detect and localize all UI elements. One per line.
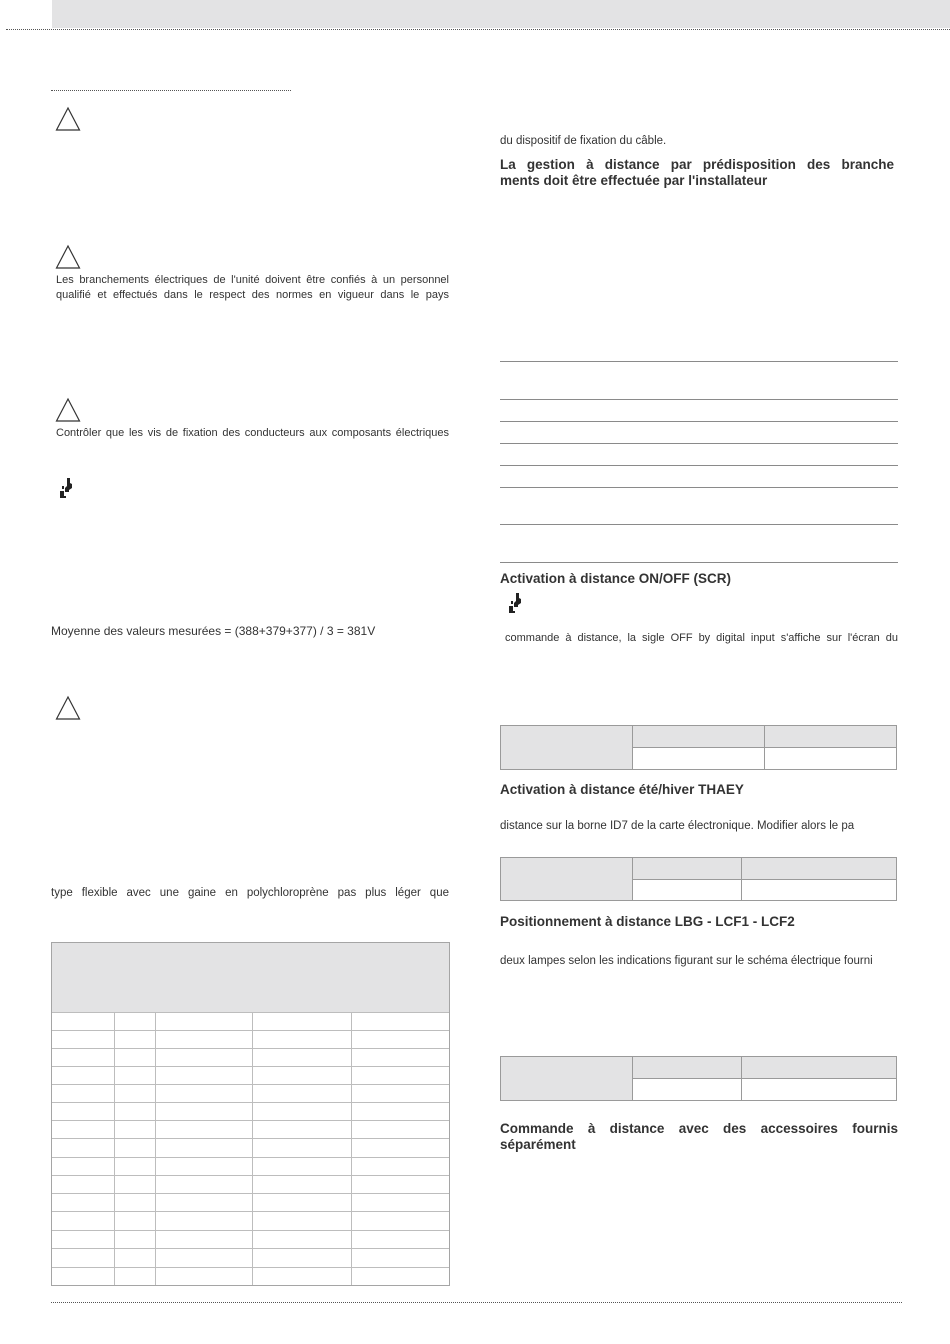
table-row <box>52 1066 449 1067</box>
table-row <box>52 1012 449 1013</box>
rule <box>500 443 898 444</box>
average-voltage-text: Moyenne des valeurs mesurées = (388+379+377) / 3 = 381V <box>51 624 376 638</box>
table-column <box>114 1012 115 1285</box>
rule <box>500 562 898 563</box>
footer-dotted-rule <box>51 1302 902 1303</box>
table-row <box>52 1175 449 1176</box>
table-row <box>52 1138 449 1139</box>
onoff-table <box>500 725 897 770</box>
electrical-connections-paragraph: Les branchements électriques de l'unité doivent être confiés à un personnel qualifié et effectués dans le respect des normes en vigueur dans le pays <box>56 274 449 301</box>
accessory-heading-line2: séparément <box>500 1137 576 1152</box>
accessory-heading-line1: Commande à distance avec des accessoires fournis <box>500 1121 898 1136</box>
warning-triangle-icon <box>55 244 81 270</box>
table-row <box>52 1120 449 1121</box>
rule <box>500 524 898 525</box>
summer-winter-heading: Activation à distance été/hiver THAEY <box>500 782 744 797</box>
cable-fixing-text: du dispositif de fixation du câble. <box>500 135 667 147</box>
installer-heading-line1: La gestion à distance par prédisposition des branche <box>500 157 894 172</box>
lcf-heading: Positionnement à distance LBG - LCF1 - LCF2 <box>500 914 795 929</box>
table-row <box>52 1248 449 1249</box>
table-row <box>52 1267 449 1268</box>
rule <box>500 487 898 488</box>
warning-triangle-icon <box>55 695 81 721</box>
hand-tool-icon <box>58 477 76 499</box>
section-dotted-rule <box>51 90 291 91</box>
rule <box>500 399 898 400</box>
table-column <box>155 1012 156 1285</box>
table-header <box>52 943 449 1012</box>
hand-tool-icon <box>507 592 525 614</box>
screw-check-paragraph: Contrôler que les vis de fixation des conducteurs aux composants électriques <box>56 427 449 439</box>
cable-section-table <box>51 942 450 1286</box>
table-row <box>52 1230 449 1231</box>
table-row <box>52 1030 449 1031</box>
cable-type-text: type flexible avec une gaine en polychloroprène pas plus léger que <box>51 887 449 899</box>
rule <box>500 465 898 466</box>
table-row <box>52 1193 449 1194</box>
warning-triangle-icon <box>55 106 81 132</box>
lcf-text: deux lampes selon les indications figurant sur le schéma électrique fourni <box>500 955 873 967</box>
summer-winter-text: distance sur la borne ID7 de la carte électronique. Modifier alors le pa <box>500 820 855 832</box>
rule <box>500 361 898 362</box>
rule <box>500 421 898 422</box>
onoff-heading: Activation à distance ON/OFF (SCR) <box>500 571 732 586</box>
table-column <box>252 1012 253 1285</box>
lcf-table <box>500 1056 897 1101</box>
installer-heading-line2: ments doit être effectuée par l'installateur <box>500 173 768 188</box>
summer-winter-table <box>500 857 897 901</box>
table-column <box>351 1012 352 1285</box>
onoff-text: commande à distance, la sigle OFF by digital input s'affiche sur l'écran du <box>505 632 898 644</box>
table-row <box>52 1157 449 1158</box>
warning-triangle-icon <box>55 397 81 423</box>
header-dotted-rule <box>6 29 950 30</box>
header-bar <box>52 0 950 28</box>
table-row <box>52 1048 449 1049</box>
table-row <box>52 1102 449 1103</box>
table-row <box>52 1211 449 1212</box>
table-row <box>52 1084 449 1085</box>
